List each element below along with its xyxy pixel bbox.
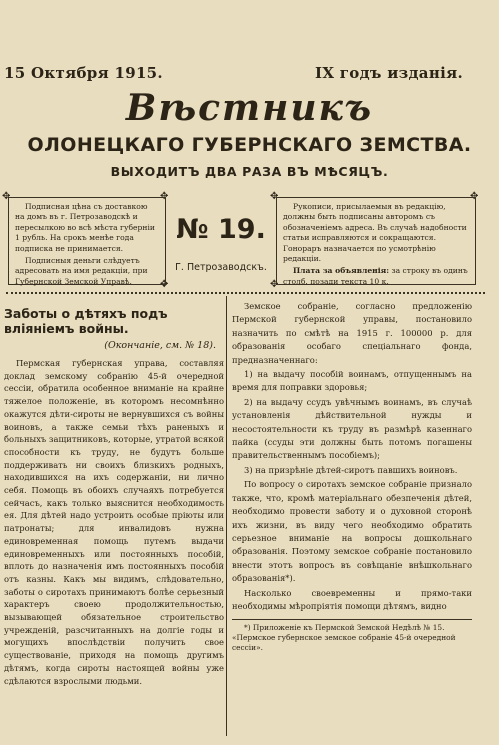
dotted-divider — [6, 292, 485, 294]
subscription-address-text: Подписныя деньги слѣдуетъ адресовать на имя редакціи, при Губернской Земской Управѣ. — [15, 256, 148, 286]
issue-date: 15 Октября 1915. — [4, 64, 163, 82]
editorial-info-box — [276, 197, 476, 285]
issue-number: № 19. — [176, 214, 266, 245]
article-paragraph: 3) на призрѣніе дѣтей-сиротъ павшихъ воиновъ. — [244, 464, 458, 475]
article-continuation: (Окончаніе, см. № 18). — [104, 340, 216, 351]
advertising-text: за строку въ одинъ столб. позади текста 10 к. — [283, 266, 468, 286]
manuscripts-text: Рукописи, присылаемыя въ редакцію, должны быть подписаны авторомъ съ обозначеніемъ адреса. Въ случаѣ надобности статьи исправляются и сокращаются. Гонораръ назначается по усмотрѣнію редакціи. — [283, 202, 467, 264]
column-divider — [226, 296, 227, 736]
article-title: Заботы о дѣтяхъ подъ вліяніемъ войны. — [4, 306, 168, 336]
article-paragraph: По вопросу о сиротахъ земское собраніе признало также, что, кромѣ матеріальнаго обезпеченія дѣтей, необходимо провести заботу и о духовной сторонѣ ихъ жизни, въ виду чего необходимо обратить серьезное вниманіе на вопросы дошкольнаго образованія. Поэтому земское собраніе постановило внести этотъ вопросъ въ совѣщаніе внѣшкольнаго образованія*). — [232, 479, 472, 584]
article-paragraph: Земское собраніе, согласно предложенію Пермской губернской управы, постановило назначить по смѣтѣ на 1915 г. 100000 р. для образованія особаго спеціальнаго фонда, предназначеннаго: — [232, 301, 472, 365]
right-column — [232, 300, 472, 653]
article-paragraph: Насколько своевременны и прямо-таки необходимы мѣропріятія помощи дѣтямъ, видно — [232, 587, 472, 611]
newspaper-title: Вѣстникъ — [125, 87, 374, 129]
advertising-label: Плата за объявленія: — [293, 266, 390, 276]
footnote: *) Приложеніе къ Пермской Земской Недѣлѣ № 15. «Пермское губернское земское собраніе 45-й очередной сессіи». — [232, 619, 472, 653]
ornament-icon: ✥ — [160, 279, 169, 290]
ornament-icon: ✥ — [2, 191, 11, 202]
left-column — [4, 300, 224, 687]
ornament-icon: ✥ — [270, 191, 279, 202]
advertising-rate — [283, 266, 469, 287]
ornament-icon: ✥ — [160, 191, 169, 202]
issue-header — [4, 64, 463, 82]
edition-year: IX годъ изданія. — [315, 64, 463, 82]
subscription-price-text: Подписная цѣна съ доставкою на домъ въ г. Петрозаводскѣ и пересылкою во всѣ мѣста губерніи 1 рубль. На срокъ менѣе года подписка не принимается. — [15, 202, 155, 253]
publication-schedule: ВЫХОДИТЪ ДВА РАЗА ВЪ МѢСЯЦЪ. — [110, 164, 389, 179]
subscription-info-box — [8, 197, 166, 285]
publication-city: Г. Петрозаводскъ. — [175, 262, 267, 273]
article-paragraph: Пермская губернская управа, составляя доклад земскому собранію 45-й очередной сессіи, обратила особенное вниманіе на крайне тяжелое положеніе, въ которомъ несомнѣнно окажутся дѣти-сироты не вернувшихся съ войны воиновъ, а также семьи тѣхъ раненыхъ и больныхъ защитниковъ, которые, утратой всякой способности къ труду, не будутъ больше поддерживать ни своихъ близкихъ родныхъ, находившихся на ихъ содержаніи, ни лично себя. Помощь въ обоихъ случаяхъ потребуется сейчасъ, какъ только выяснится необходимость ея. Для дѣтей надо устроить особые пріюты или патронаты; для инвалидовъ нужна единовременная помощь путемъ выдачи единовременныхъ или постоянныхъ пособій, вплоть до назначенія имъ постоянныхъ пособій отъ казны. Какъ мы видимъ, слѣдовательно, заботы о сиротахъ принимаютъ болѣе серьезный характеръ своею продолжительностью, вызывающей обязательное строительство учрежденій, разсчитанныхъ на долгіе годы и могущихъ впослѣдствіи получить свое существованіе, приходя на помощь другимъ дѣтямъ, когда сироты настоящей войны уже сдѣлаются взрослыми людьми. — [4, 358, 224, 686]
newspaper-subtitle: ОЛОНЕЦКАГО ГУБЕРНСКАГО ЗЕМСТВА. — [27, 134, 472, 156]
article-paragraph: 1) на выдачу пособій воинамъ, отпущеннымъ на время для поправки здоровья; — [232, 369, 472, 393]
ornament-icon: ✥ — [470, 191, 479, 202]
ornament-icon: ✥ — [270, 279, 279, 290]
article-paragraph: 2) на выдачу ссудъ увѣчнымъ воинамъ, въ случаѣ установленія дѣйствительной нужды и несостоятельности къ труду въ размѣрѣ казеннаго пайка (ссуды эти должны быть потомъ погашены правительственнымъ пособіемъ); — [232, 396, 472, 461]
